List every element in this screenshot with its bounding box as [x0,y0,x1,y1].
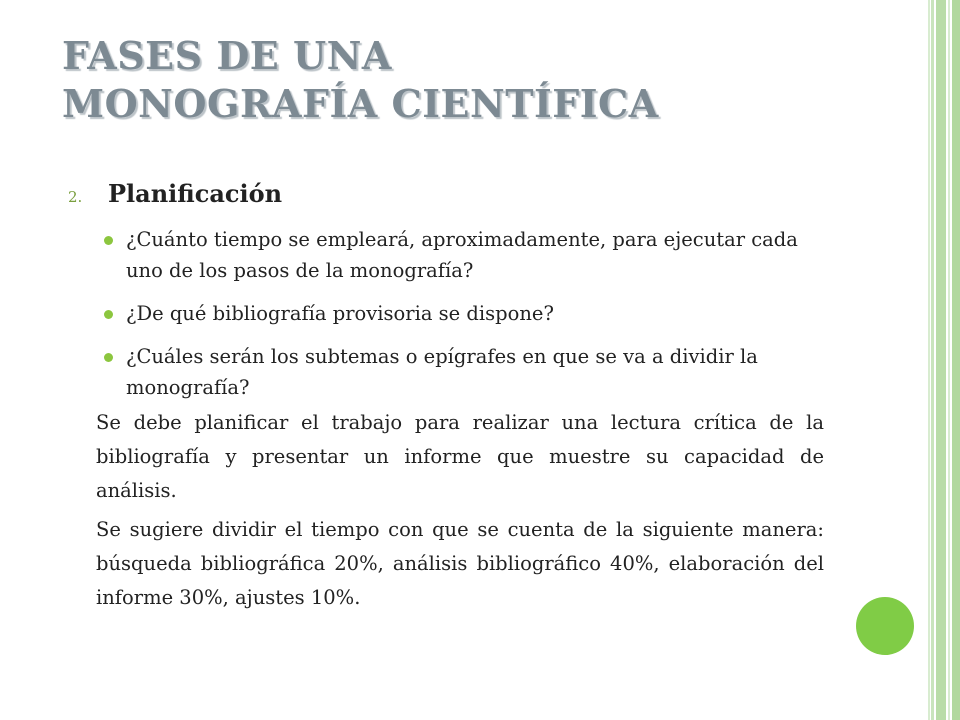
bullet-text: ¿De qué bibliografía provisoria se dispone? [126,302,554,325]
bullet-text: ¿Cuánto tiempo se empleará, aproximadamente, para ejecutar cada uno de los pasos de la monografía? [126,228,798,282]
list-item [104,224,828,286]
decorative-side-stripes [918,0,960,720]
paragraph-time-division: Se sugiere dividir el tiempo con que se cuenta de la siguiente manera: búsqueda bibliográfica 20%, análisis bibliográfico 40%, elaboración del informe 30%, ajustes 10%. [96,518,824,609]
section-heading [68,178,282,213]
bullet-dot-icon [104,353,113,362]
slide-title-line2: MONOGRAFÍA CIENTÍFICA [62,81,659,126]
section-title: Planificación [108,179,283,208]
list-item [104,298,828,329]
bullet-list [104,224,828,415]
slide-title [62,32,822,128]
bullet-dot-icon [104,236,113,245]
stripe [928,0,930,720]
green-circle-decoration [856,597,914,655]
bullet-dot-icon [104,310,113,319]
stripe [952,0,960,720]
section-number: 2. [68,188,83,206]
stripe [948,0,950,720]
stripe [936,0,946,720]
list-item [104,341,828,403]
bullet-text: ¿Cuáles serán los subtemas o epígrafes en que se va a dividir la monografía? [126,345,758,399]
paragraph-planning: Se debe planificar el trabajo para realizar una lectura crítica de la bibliografía y presentar un informe que muestre su capacidad de análisis. [96,411,824,502]
stripe [931,0,934,720]
slide-title-line1: FASES DE UNA [62,33,392,78]
